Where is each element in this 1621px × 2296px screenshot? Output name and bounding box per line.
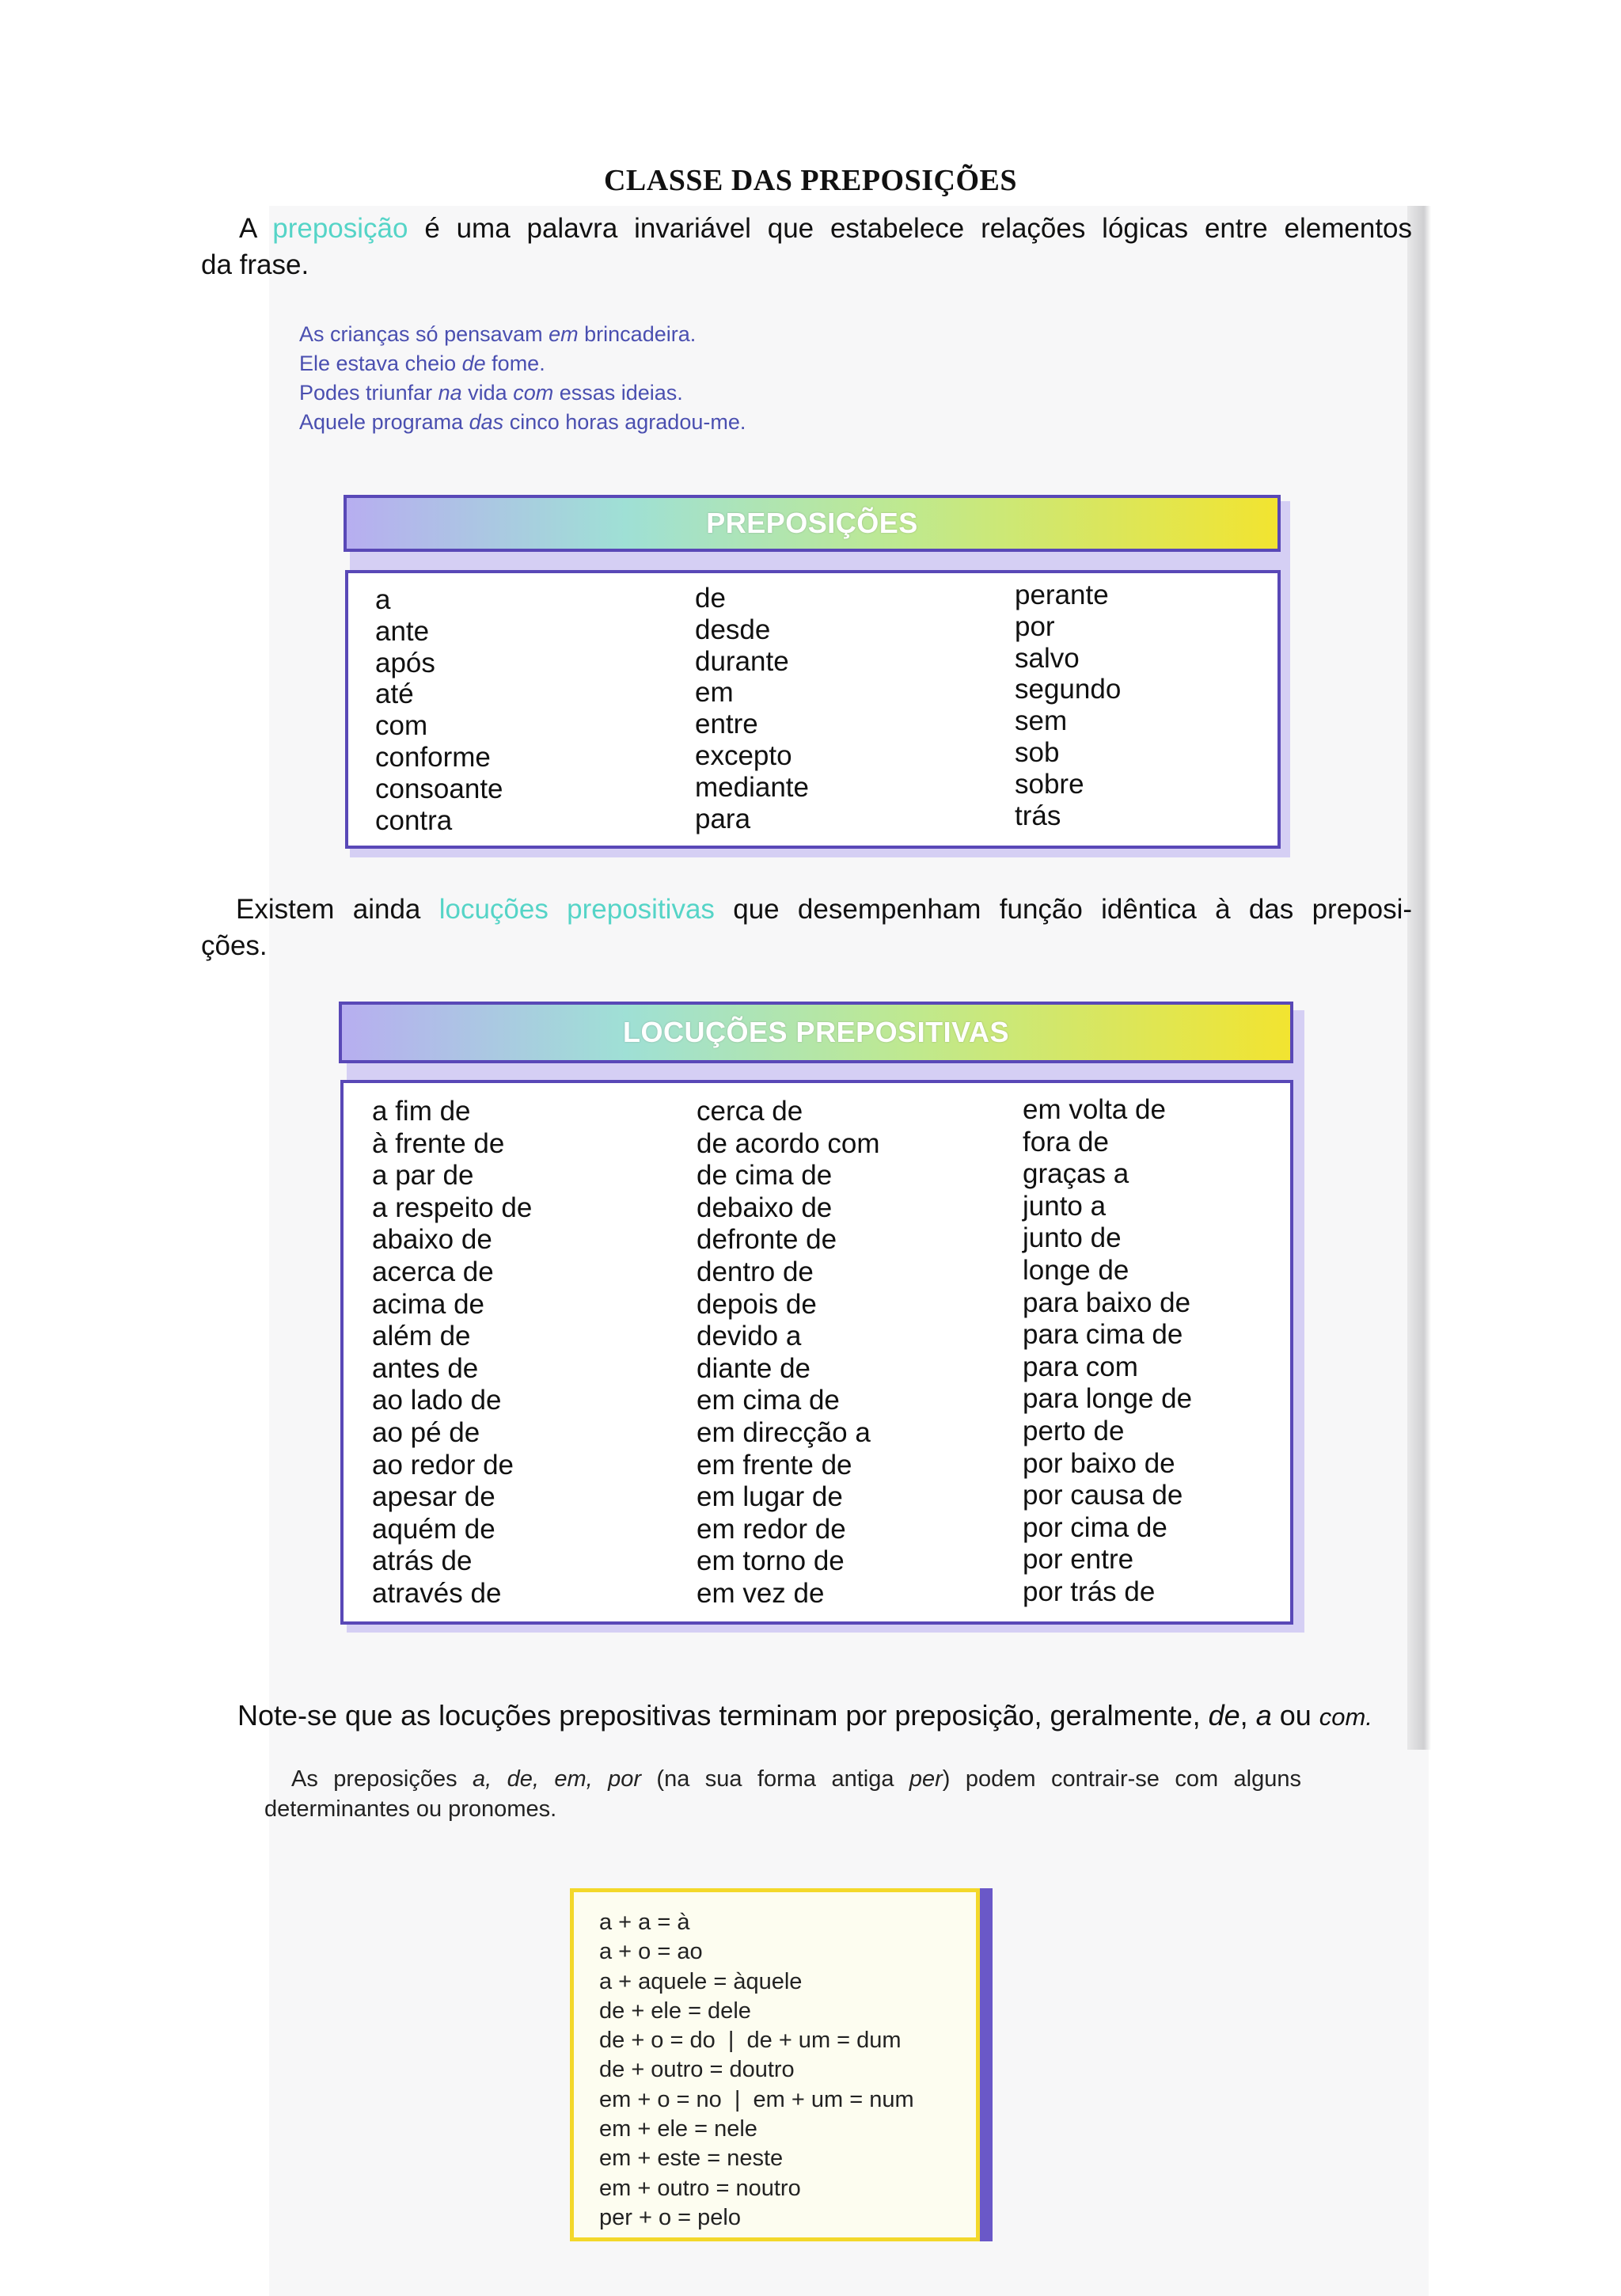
locucao-item: longe de (1023, 1254, 1129, 1286)
locucao-item: defronte de (697, 1224, 837, 1256)
preposition-item: com (375, 710, 428, 742)
locucao-item: a respeito de (372, 1192, 533, 1223)
locucao-item: cerca de (697, 1096, 803, 1127)
locucao-item: aquém de (372, 1513, 495, 1545)
locucao-item: em lugar de (697, 1481, 843, 1513)
preposition-item: salvo (1015, 642, 1080, 674)
note-line: Note-se que as locuções prepositivas terminam por preposição, geralmente, de, a ou com. (237, 1699, 1372, 1732)
prepositions-table (345, 570, 1281, 849)
locucoes-paragraph (201, 891, 1412, 964)
page-scan-edge (1407, 206, 1431, 1750)
example-2: Ele estava cheio de fome. (299, 352, 545, 375)
locucao-item: de acordo com (697, 1127, 880, 1159)
contractions-box-wrapper (570, 1888, 993, 2241)
preposition-item: contra (375, 804, 453, 836)
locucao-item: em frente de (697, 1449, 852, 1481)
preposition-item: desde (695, 614, 771, 645)
locucao-item: ao lado de (372, 1385, 502, 1416)
locucao-item: devido a (697, 1321, 802, 1352)
locucao-item: antes de (372, 1352, 479, 1384)
contraction-item: em + ele = nele (599, 2116, 757, 2142)
contraction-item: a + aquele = àquele (599, 1968, 803, 1994)
locucao-item: graças a (1023, 1158, 1129, 1190)
locucao-item: atrás de (372, 1545, 473, 1577)
preposition-item: por (1015, 610, 1055, 642)
locucoes-col-3 (1023, 1094, 1192, 1609)
intro-line-1: A preposição é uma palavra invariável que estabelece relações lógicas entre elementos (239, 213, 1413, 244)
contractions-intro (264, 1764, 1301, 1824)
locucao-item: por entre (1023, 1544, 1134, 1576)
preposition-item: conforme (375, 741, 491, 773)
locucao-item: para cima de (1023, 1319, 1183, 1351)
preposition-item: segundo (1015, 674, 1122, 705)
preposition-item: mediante (695, 771, 809, 803)
locucao-item: diante de (697, 1352, 811, 1384)
example-sentences (299, 320, 746, 437)
preposition-item: após (375, 647, 435, 679)
locucao-item: a par de (372, 1160, 474, 1192)
preposition-item: a (375, 584, 391, 615)
preposition-item: perante (1015, 580, 1109, 610)
contraction-item: a + a = à (599, 1910, 690, 1935)
contractions-intro-line-2: determinantes ou pronomes. (264, 1796, 557, 1822)
locucao-item: à frente de (372, 1127, 505, 1159)
prepositions-header-band (344, 495, 1281, 552)
locucoes-col-2 (697, 1096, 880, 1610)
preposition-item: trás (1015, 800, 1061, 831)
locucao-item: acerca de (372, 1256, 494, 1287)
locucao-item: ao redor de (372, 1449, 514, 1481)
prepositions-col-1 (375, 584, 503, 836)
contraction-item: em + outro = noutro (599, 2175, 801, 2201)
locucao-item: por trás de (1023, 1576, 1156, 1607)
intro-line-2: da frase. (201, 249, 309, 280)
locucao-item: por baixo de (1023, 1447, 1175, 1479)
intro-paragraph (201, 211, 1412, 283)
contraction-item: de + outro = doutro (599, 2057, 795, 2083)
example-4: Aquele programa das cinco horas agradou-me. (299, 410, 746, 434)
locucao-item: em volta de (1023, 1094, 1166, 1125)
contractions-intro-line-1: As preposições a, de, em, por (na sua forma antiga per) podem contrair-se com alguns (291, 1766, 1301, 1792)
locucao-item: para baixo de (1023, 1287, 1191, 1318)
locucoes-line-2: ções. (201, 930, 268, 961)
example-1: As crianças só pensavam em brincadeira. (299, 322, 697, 346)
locucao-item: a fim de (372, 1096, 471, 1127)
contraction-item: per + o = pelo (599, 2204, 741, 2230)
preposition-item: consoante (375, 773, 503, 804)
locucao-item: junto a (1023, 1190, 1107, 1222)
locucao-item: em direcção a (697, 1416, 871, 1448)
locucao-item: depois de (697, 1288, 817, 1320)
locucao-item: de cima de (697, 1160, 833, 1192)
locucoes-col-1 (372, 1096, 532, 1610)
preposition-item: para (695, 803, 751, 834)
contraction-item: em + este = neste (599, 2146, 784, 2172)
preposition-item: até (375, 679, 414, 710)
locucao-item: dentro de (697, 1256, 814, 1287)
contraction-item: em + o = no | em + um = num (599, 2086, 914, 2112)
term-locucoes-prepositivas: locuções prepositivas (438, 894, 715, 925)
contraction-item: de + ele = dele (599, 1998, 751, 2024)
contraction-item: de + o = do | de + um = dum (599, 2028, 902, 2054)
preposition-item: excepto (695, 739, 792, 771)
contraction-item: a + o = ao (599, 1939, 703, 1965)
locucao-item: em torno de (697, 1545, 845, 1577)
locucao-item: ao pé de (372, 1416, 480, 1448)
locucoes-line-1: Existem ainda locuções prepositivas que desempenham função idêntica à das preposi- (236, 894, 1413, 925)
locucoes-header: LOCUÇÕES PREPOSITIVAS (623, 1016, 1009, 1048)
term-preposicao: preposição (272, 213, 408, 244)
locucao-item: em vez de (697, 1577, 825, 1609)
locucao-item: acima de (372, 1288, 485, 1320)
preposition-item: em (695, 677, 734, 709)
locucao-item: abaixo de (372, 1224, 492, 1256)
locucao-item: fora de (1023, 1126, 1109, 1158)
page-title: CLASSE DAS PREPOSIÇÕES (603, 164, 1018, 197)
preposition-item: durante (695, 645, 789, 677)
locucao-item: junto de (1023, 1222, 1122, 1254)
preposition-item: sobre (1015, 768, 1084, 800)
locucao-item: por causa de (1023, 1480, 1183, 1511)
preposition-item: sob (1015, 736, 1060, 768)
locucoes-table (340, 1080, 1293, 1625)
contractions-box (570, 1888, 980, 2241)
prepositions-header: PREPOSIÇÕES (706, 507, 918, 539)
prepositions-col-3 (1015, 580, 1121, 831)
locucao-item: para com (1023, 1351, 1138, 1382)
locucao-item: em cima de (697, 1385, 840, 1416)
example-3: Podes triunfar na vida com essas ideias. (299, 381, 683, 405)
locucao-item: perto de (1023, 1415, 1125, 1446)
contractions-box-accent-bar (978, 1888, 993, 2241)
locucao-item: por cima de (1023, 1511, 1167, 1543)
prepositions-col-2 (695, 583, 809, 834)
locucoes-header-band (339, 1002, 1293, 1063)
locucao-item: para longe de (1023, 1383, 1193, 1415)
preposition-item: de (695, 583, 726, 614)
locucao-item: através de (372, 1577, 502, 1609)
preposition-item: sem (1015, 705, 1068, 737)
preposition-item: ante (375, 615, 430, 647)
locucao-item: além de (372, 1321, 471, 1352)
locucao-item: em redor de (697, 1513, 846, 1545)
preposition-item: entre (695, 709, 758, 740)
locucao-item: debaixo de (697, 1192, 833, 1223)
locucao-item: apesar de (372, 1481, 495, 1513)
